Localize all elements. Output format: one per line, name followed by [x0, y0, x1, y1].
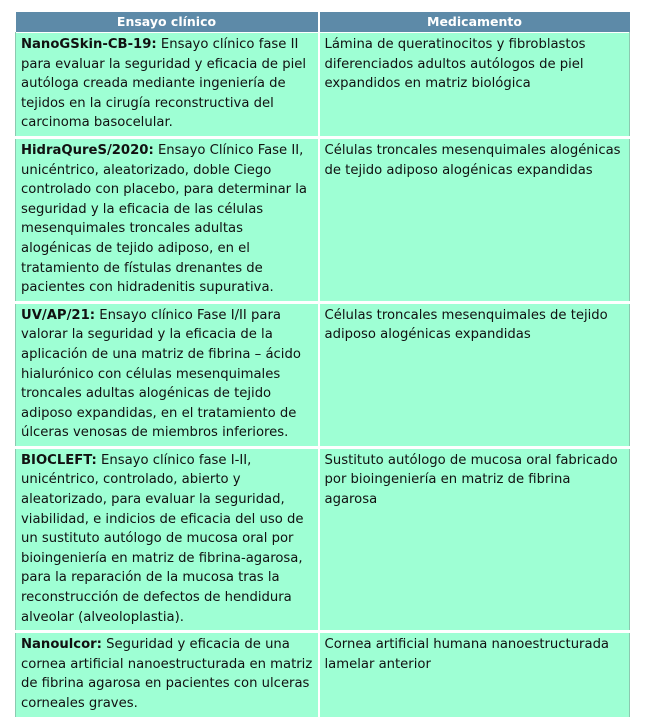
- clinical-trials-table-container: [15, 12, 629, 720]
- table-row: [16, 33, 630, 138]
- trial-code: Nanoulcor:: [21, 637, 102, 653]
- table-row: [16, 632, 630, 718]
- table-row: [16, 447, 630, 631]
- table-row: [16, 302, 630, 447]
- trial-cell: [16, 137, 319, 302]
- medicine-cell: Células troncales mesenquimales de tejido adiposo alogénicas expandidas: [319, 302, 630, 447]
- trial-description: Ensayo Clínico Fase II, unicéntrico, aleatorizado, doble Ciego controlado con placebo, para determinar la seguridad y la eficacia de las células mesenquimales troncales adultas alogénicas de tejido adiposo, en el tratamiento de fístulas drenantes de pacientes con hidradenitis supurativa.: [21, 142, 308, 296]
- medicine-cell: Lámina de queratinocitos y fibroblastos diferenciados adultos autólogos de piel expandidos en matriz biológica: [319, 33, 630, 138]
- trial-code: BIOCLEFT:: [21, 452, 97, 468]
- trial-code: HidraQureS/2020:: [21, 142, 154, 158]
- trial-description: Ensayo clínico fase II para evaluar la seguridad y eficacia de piel autóloga creada mediante ingeniería de tejidos en la cirugía reconstructiva del carcinoma basocelular.: [21, 37, 307, 131]
- trial-description: Seguridad y eficacia de una cornea artificial nanoestructurada en matriz de fibrina agarosa en pacientes con ulceras corneales graves.: [21, 637, 313, 711]
- medicine-cell: Sustituto autólogo de mucosa oral fabricado por bioingeniería en matriz de fibrina agarosa: [319, 447, 630, 631]
- trial-code: NanoGSkin-CB-19:: [21, 37, 157, 52]
- medicine-cell: Cornea artificial humana nanoestructurada lamelar anterior: [319, 632, 630, 718]
- trial-cell: [16, 302, 319, 447]
- trial-code: UV/AP/21:: [21, 307, 96, 323]
- trial-cell: [16, 632, 319, 718]
- clinical-trials-table: [15, 12, 630, 720]
- medicine-cell: Células troncales mesenquimales alogénicas de tejido adiposo alogénicas expandidas: [319, 137, 630, 302]
- header-medicine: Medicamento: [319, 12, 630, 33]
- table-header-row: [16, 12, 630, 33]
- trial-description: Ensayo clínico fase I-II, unicéntrico, controlado, abierto y aleatorizado, para evaluar la seguridad, viabilidad, e indicios de eficacia del uso de un sustituto autólogo de mucosa oral por bioingeniería en matriz de fibrina-agarosa, para la reparación de la mucosa tras la reconstrucción de defectos de hendidura alveolar (alveoloplastia).: [21, 452, 304, 625]
- trial-description: Ensayo clínico Fase I/II para valorar la seguridad y la eficacia de la aplicación de una matriz de fibrina – ácido hialurónico con células mesenquimales troncales adultas alogénicas de tejido adiposo expandidas, en el tratamiento de úlceras venosas de miembros inferiores.: [21, 307, 301, 441]
- table-row: [16, 137, 630, 302]
- trial-cell: [16, 447, 319, 631]
- trial-cell: [16, 33, 319, 138]
- header-trial: Ensayo clínico: [16, 12, 319, 33]
